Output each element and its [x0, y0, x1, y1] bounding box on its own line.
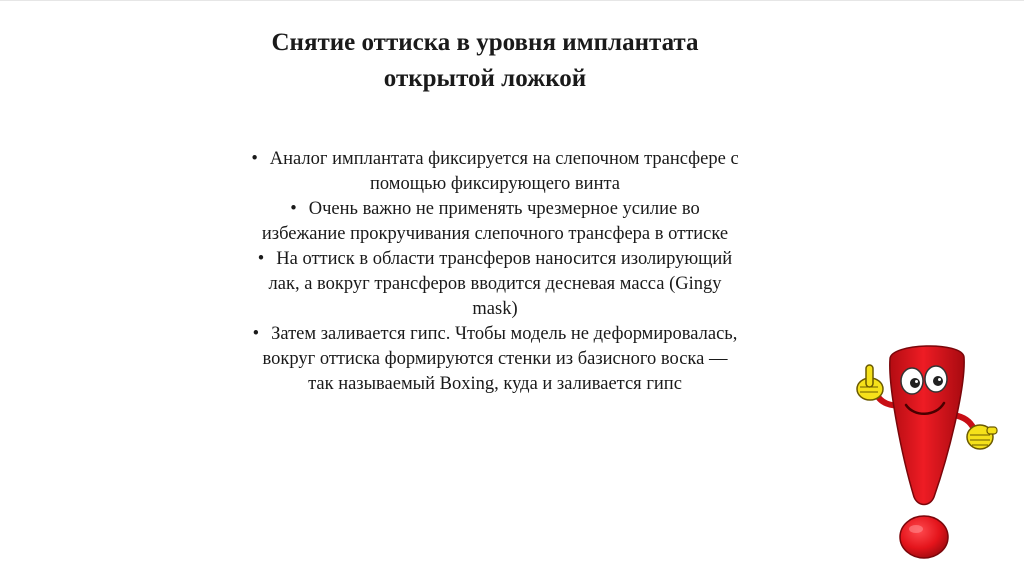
bullet-text-line: mask): [472, 299, 518, 319]
bullet-text-line: Затем заливается гипс. Чтобы модель не деформировалась,: [271, 324, 738, 344]
bullet-marker: •: [290, 199, 297, 219]
bullet-item: [195, 322, 795, 397]
bullet-text-line: Очень важно не применять чрезмерное усилие во: [308, 199, 700, 219]
title-line-1: Снятие оттиска в уровня имплантата: [271, 29, 699, 56]
bullet-marker: •: [257, 249, 265, 269]
bullet-marker: •: [252, 324, 260, 344]
exclamation-dot: [900, 516, 948, 558]
exclamation-mark-mascot-icon: [846, 337, 1006, 562]
bullet-marker: •: [251, 149, 258, 169]
bullet-text-line: На оттиск в области трансферов наносится изолирующий: [276, 249, 733, 269]
bullet-item: [195, 247, 795, 322]
bullet-text-line: Аналог имплантата фиксируется на слепочном трансфере с: [269, 149, 739, 169]
bullet-text-line: помощью фиксирующего винта: [369, 174, 620, 194]
bullet-list: [195, 147, 795, 397]
right-glove: [967, 425, 997, 449]
bullet-text-line: вокруг оттиска формируются стенки из базисного воска —: [262, 349, 728, 369]
bullet-item: [195, 147, 795, 197]
left-glove: [857, 365, 883, 400]
title-line-2: открытой ложкой: [383, 65, 587, 92]
bullet-text-line: избежание прокручивания слепочного трансфера в оттиске: [261, 224, 729, 244]
bullet-text-line: лак, а вокруг трансферов вводится десневая масса (Gingy: [268, 274, 722, 294]
slide-title: [190, 25, 780, 97]
bullet-item: [195, 197, 795, 247]
bullet-text-line: так называемый Boxing, куда и заливается гипс: [308, 374, 682, 394]
exclamation-body: [890, 346, 964, 505]
